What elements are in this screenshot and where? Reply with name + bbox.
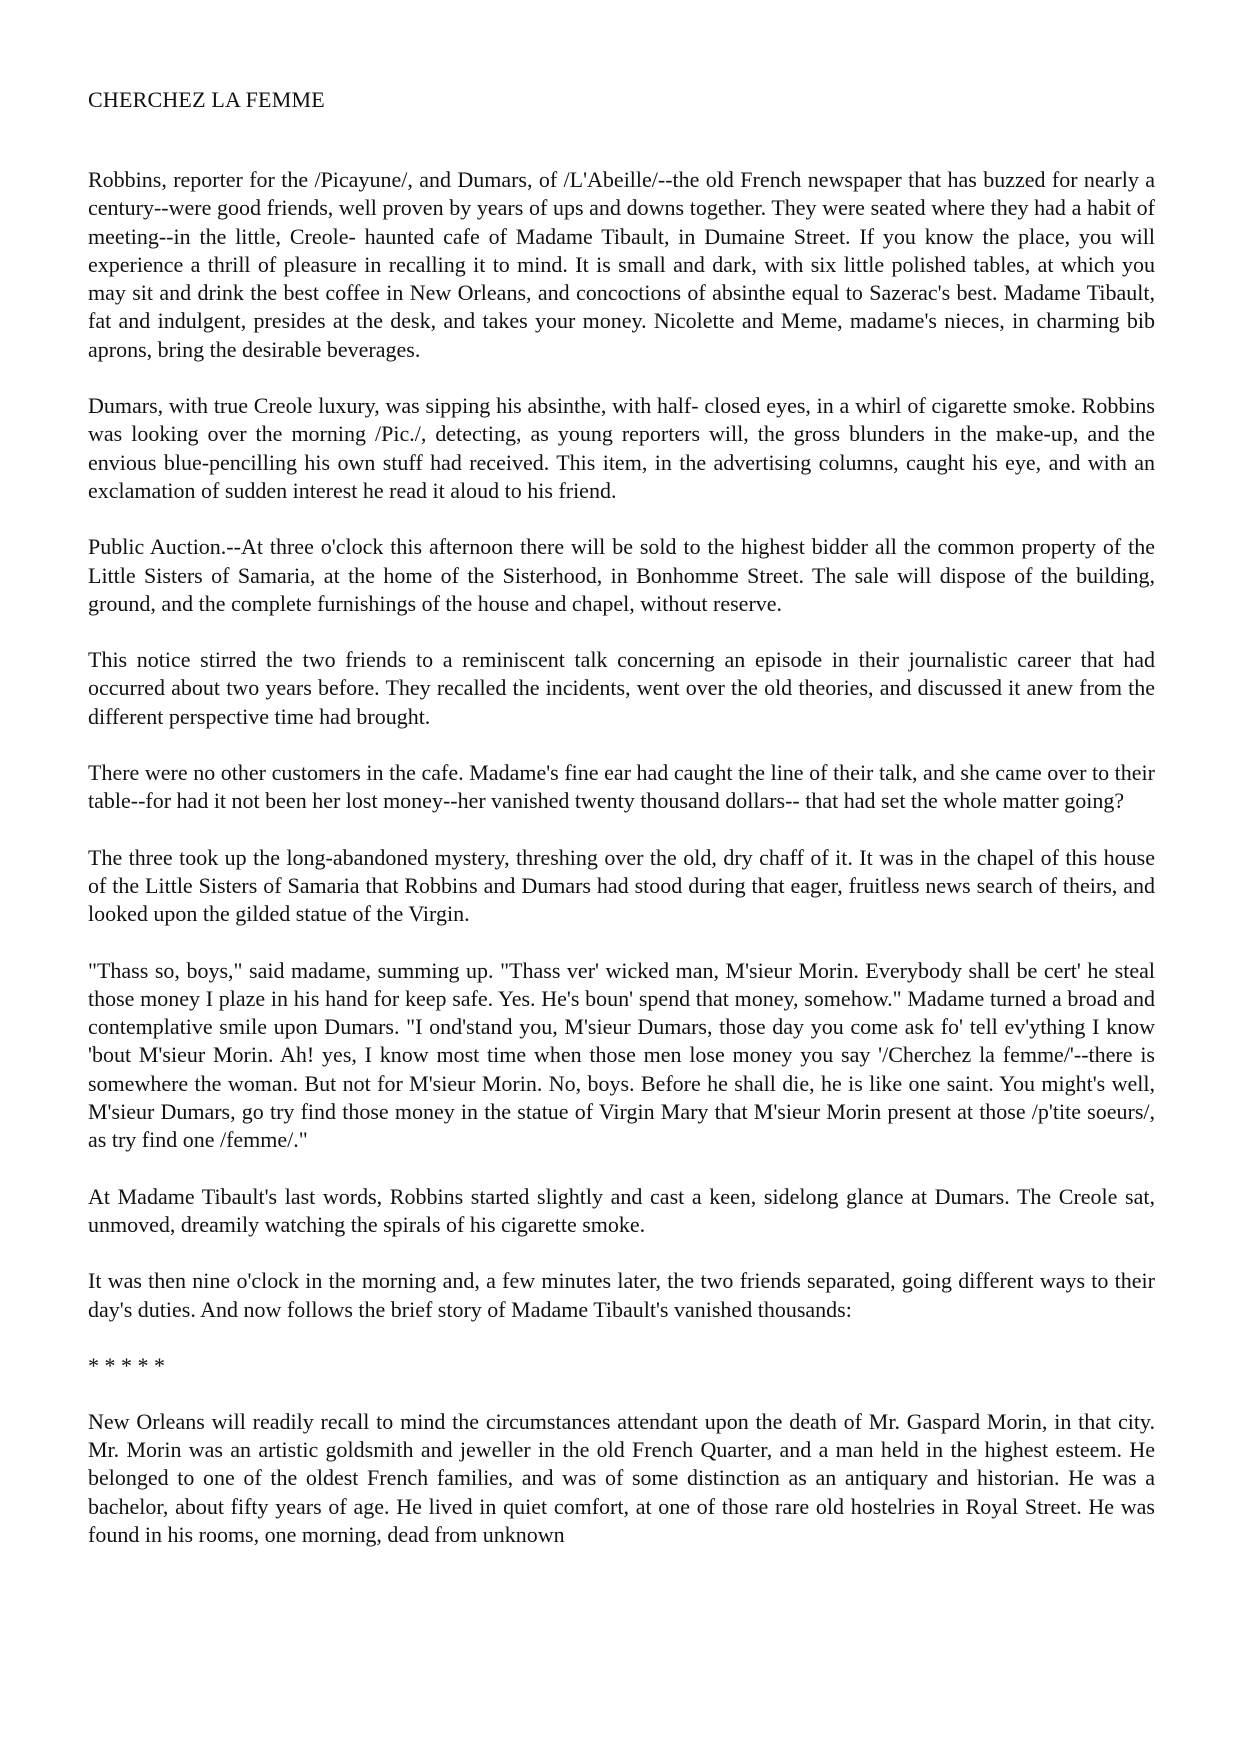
document-title: CHERCHEZ LA FEMME [88,87,325,112]
paragraph-5: There were no other customers in the cafe. Madame's fine ear had caught the line of their talk, and she came over to their table--for had it not been her lost money--her vanished twenty thousand dollars-- that had set the whole matter going? [88,760,1155,814]
paragraph-4: This notice stirred the two friends to a reminiscent talk concerning an episode in their journalistic career that had occurred about two years before. They recalled the incidents, went over the old theories, and discussed it anew from the different perspective time had brought. [88,647,1155,729]
paragraph-10-final: New Orleans will readily recall to mind the circumstances attendant upon the death of Mr. Gaspard Morin, in that city. Mr. Morin was an artistic goldsmith and jeweller in the old French Quarter, and a man held in the highest esteem. He belonged to one of the oldest French families, and was of some distinction as an antiquary and historian. He was a bachelor, about fifty years of age. He lived in quiet comfort, at one of those rare old hostelries in Royal Street. He was found in his rooms, one morning, dead from unknown [88,1408,1155,1547]
paragraph-2: Dumars, with true Creole luxury, was sipping his absinthe, with half- closed eyes, in a whirl of cigarette smoke. Robbins was looking over the morning /Pic./, detecting, as young reporters will, the gross blunders in the make-up, and the envious blue-pencilling his own stuff had received. This item, in the advertising columns, caught his eye, and with an exclamation of sudden interest he read it aloud to his friend. [88,393,1155,503]
paragraph-1: Robbins, reporter for the /Picayune/, and Dumars, of /L'Abeille/--the old French newspaper that has buzzed for nearly a century--were good friends, well proven by years of ups and downs together. They were seated where they had a habit of meeting--in the little, Creole- haunted cafe of Madame Tibault, in Dumaine Street. If you know the place, you will experience a thrill of pleasure in recalling it to mind. It is small and dark, with six little polished tables, at which you may sit and drink the best coffee in New Orleans, and concoctions of absinthe equal to Sazerac's best. Madame Tibault, fat and indulgent, presides at the desk, and takes your money. Nicolette and Meme, madame's nieces, in charming bib aprons, bring the desirable beverages. [88,167,1155,362]
paragraph-8: At Madame Tibault's last words, Robbins started slightly and cast a keen, sidelong glance at Dumars. The Creole sat, unmoved, dreamily watching the spirals of his cigarette smoke. [88,1183,1155,1237]
paragraph-6: The three took up the long-abandoned mystery, threshing over the old, dry chaff of it. It was in the chapel of this house of the Little Sisters of Samaria that Robbins and Dumars had stood during that eager, fruitless news search of theirs, and looked upon the gilded statue of the Virgin. [88,844,1155,927]
paragraph-9: It was then nine o'clock in the morning and, a few minutes later, the two friends separated, going different ways to their day's duties. And now follows the brief story of Madame Tibault's vanished thousands: [88,1268,1155,1322]
paragraph-7-madame-dialogue: "Thass so, boys," said madame, summing up. "Thass ver' wicked man, M'sieur Morin. Everybody shall be cert' he steal those money I plaze in his hand for keep safe. Yes. He's boun' spend that money, somehow." Madame turned a broad and contemplative smile upon Dumars. "I ond'stand you, M'sieur Dumars, those day you come ask fo' tell ev'ything I know 'bout M'sieur Morin. Ah! yes, I know most time when those men lose money you say '/Cherchez la femme/'--there is somewhere the woman. But not for M'sieur Morin. No, boys. Before he shall die, he is like one saint. You might's well, M'sieur Dumars, go try find those money in the statue of Virgin Mary that M'sieur Morin present at those /p'tite soeurs/, as try find one /femme/." [88,957,1155,1153]
paragraph-3-public-auction: Public Auction.--At three o'clock this afternoon there will be sold to the highest bidder all the common property of the Little Sisters of Samaria, at the home of the Sisterhood, in Bonhomme Street. The sale will dispose of the building, ground, and the complete furnishings of the house and chapel, without reserve. [88,534,1155,616]
document-page [88,86,1155,1577]
section-separator: * * * * * [88,1352,165,1378]
